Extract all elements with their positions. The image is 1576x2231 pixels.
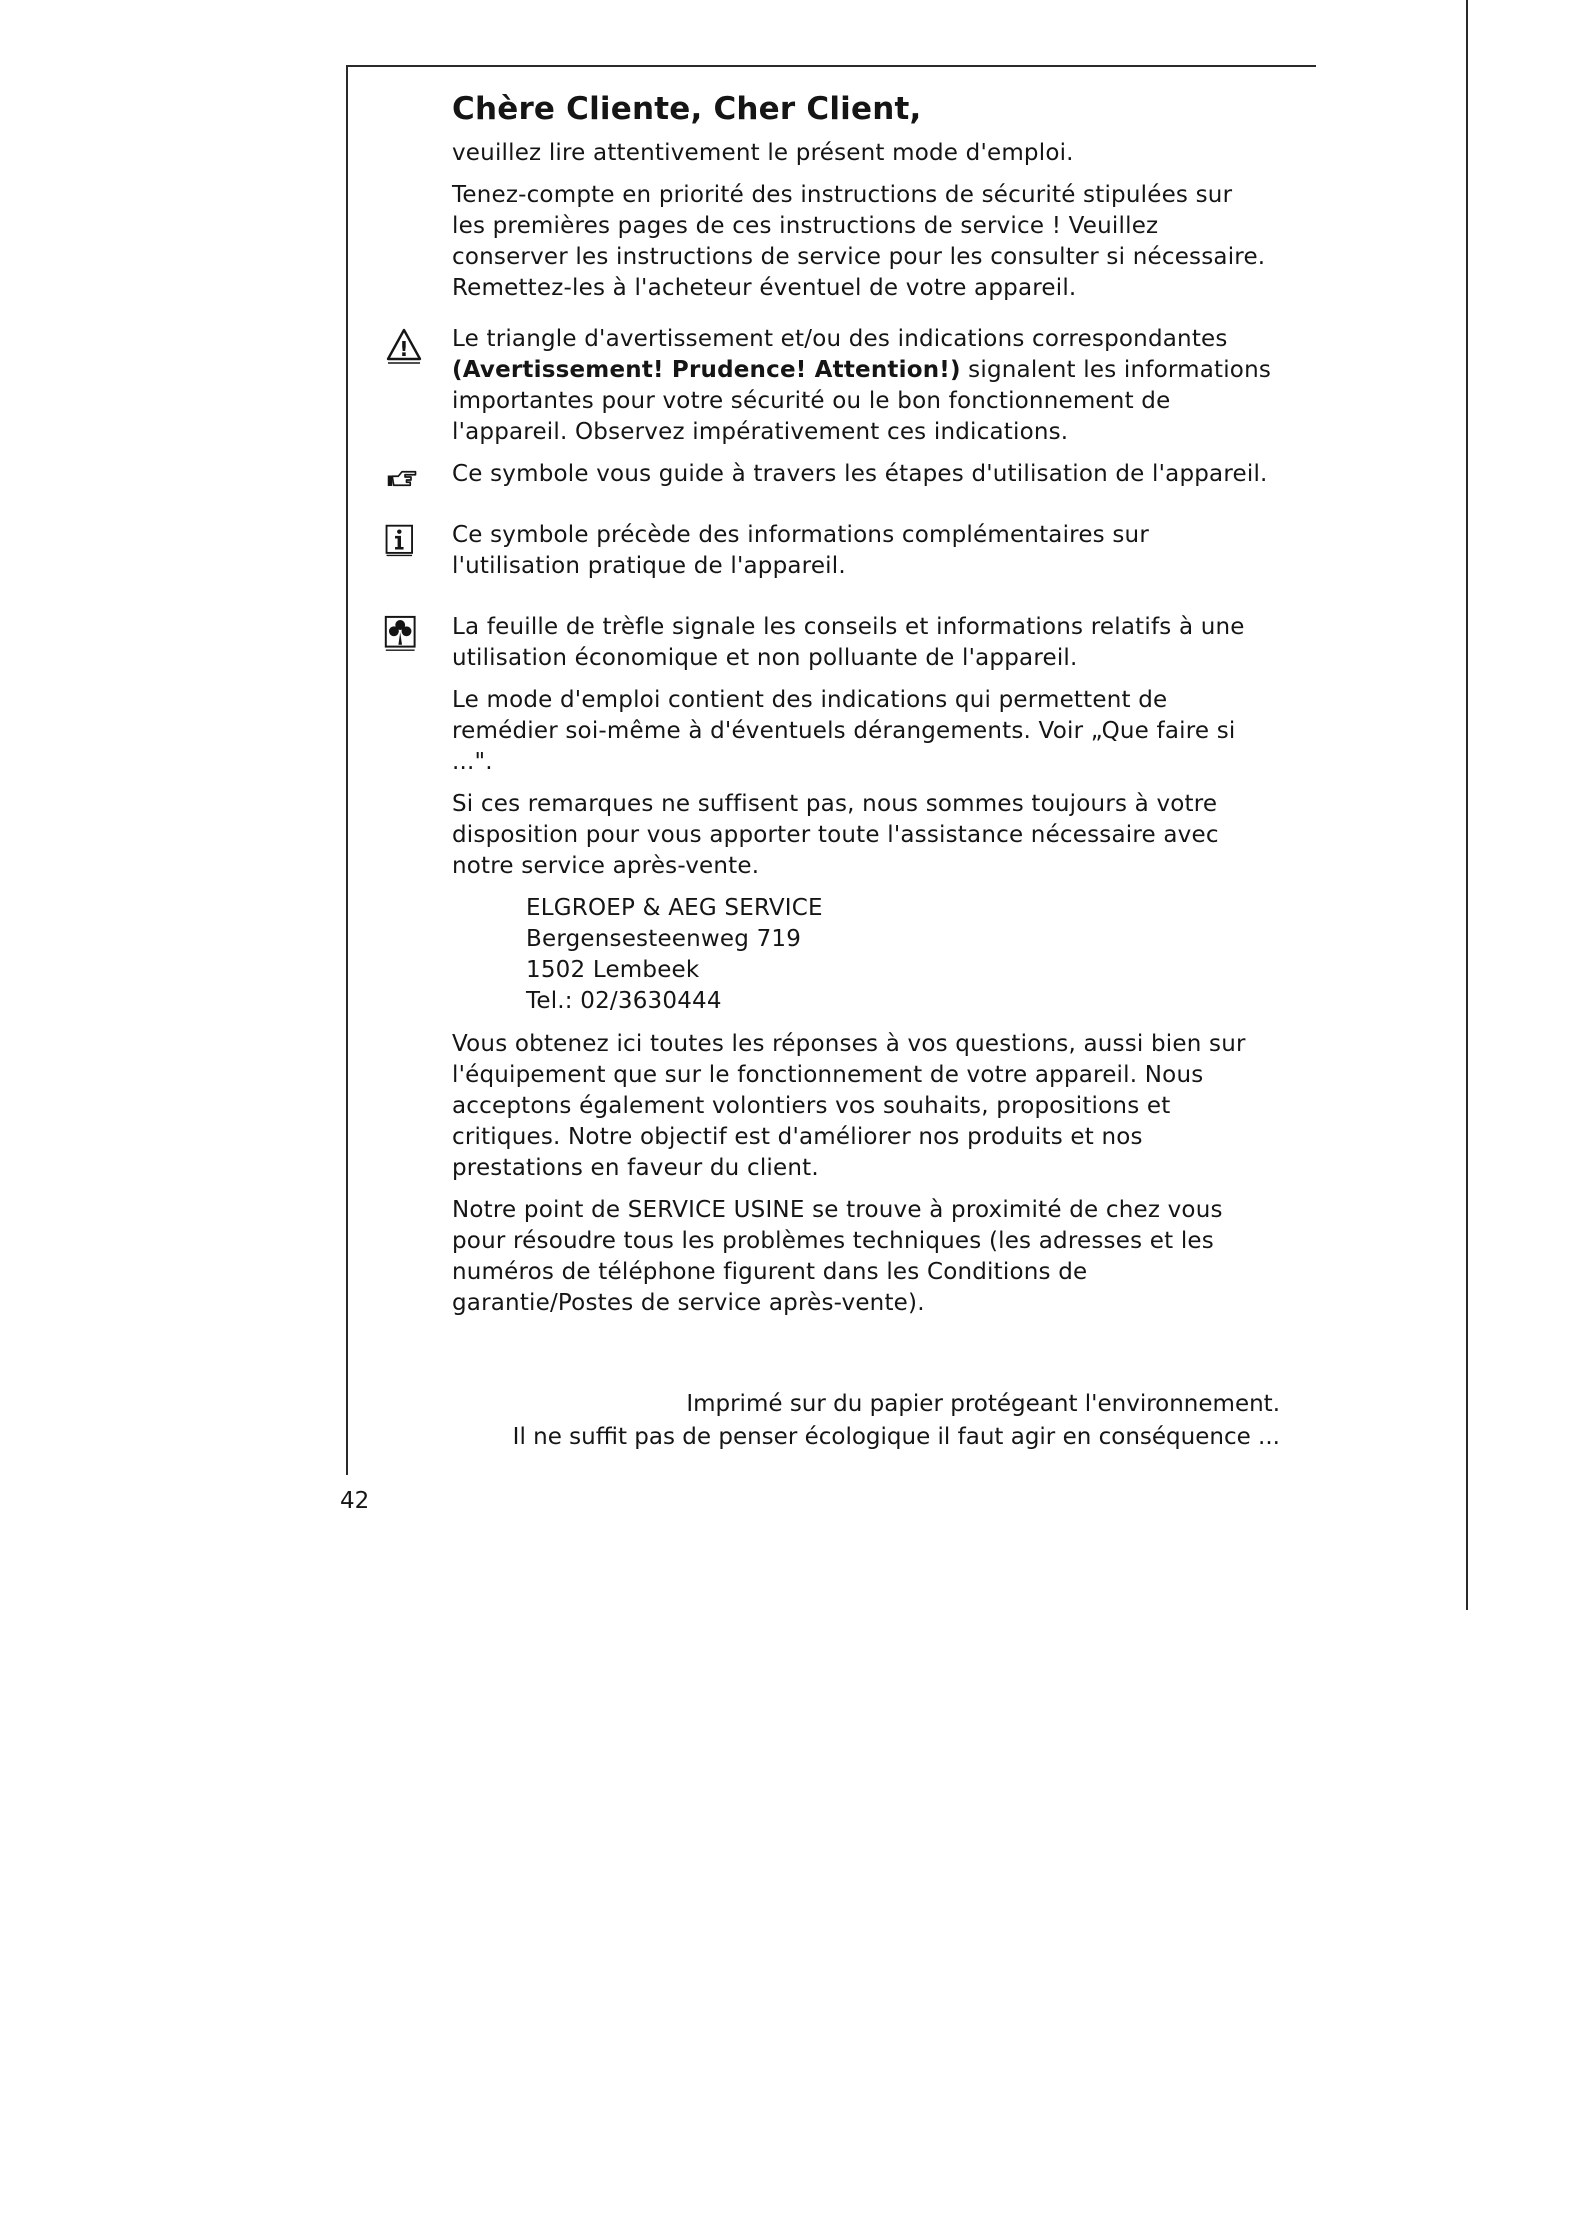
- eco-footer-line-2: Il ne suffit pas de penser écologique il faut agir en conséquence ...: [512, 1424, 1280, 1450]
- svg-text:!: !: [399, 337, 409, 361]
- info-block: [452, 520, 1272, 582]
- address-company: ELGROEP & AEG SERVICE: [526, 895, 823, 921]
- info-box-icon: [384, 522, 418, 560]
- clover-text: La feuille de trèfle signale les conseils et informations relatifs à une utilisation économique et non polluante de l'appareil.: [452, 614, 1245, 671]
- warning-text-before: Le triangle d'avertissement et/ou des indications correspondantes: [452, 326, 1228, 352]
- intro-paragraph: veuillez lire attentivement le présent mode d'emploi.: [452, 140, 1074, 166]
- page-number: 42: [340, 1488, 370, 1514]
- manual-content: [399, 90, 1272, 1330]
- hand-block: [452, 459, 1272, 490]
- safety-paragraph: Tenez-compte en priorité des instructions de sécurité stipulées sur les premières pages de ces instructions de service ! Veuillez conserver les instructions de service pour les consulter si nécessaire. Remettez-les à l'acheteur éventuel de votre appareil.: [452, 182, 1266, 301]
- info-text: Ce symbole précède des informations complémentaires sur l'utilisation pratique de l'appareil.: [452, 522, 1149, 579]
- page-right-edge: [1466, 0, 1468, 1610]
- troubleshooting-paragraph: Le mode d'emploi contient des indications qui permettent de remédier soi-même à d'éventuels dérangements. Voir „Que faire si ...".: [452, 687, 1236, 775]
- eco-footer: [380, 1388, 1280, 1454]
- factory-service-paragraph: Notre point de SERVICE USINE se trouve à proximité de chez vous pour résoudre tous les problèmes techniques (les adresses et les numéros de téléphone figurent dans les Conditions de garantie/Postes de service après-vente).: [452, 1197, 1223, 1316]
- warning-text-after: signalent les informations importantes pour votre sécurité ou le bon fonctionnement de l'appareil. Observez impérativement ces indications.: [452, 357, 1272, 445]
- frame-left-rule: [346, 65, 348, 1475]
- clover-leaf-icon: [384, 614, 420, 654]
- warning-block: [399, 324, 1272, 448]
- warning-keywords: (Avertissement! Prudence! Attention!): [452, 357, 961, 383]
- address-phone: Tel.: 02/3630444: [526, 988, 722, 1014]
- service-paragraph: Si ces remarques ne suffisent pas, nous sommes toujours à votre disposition pour vous apporter toute l'assistance nécessaire avec notre service après-vente.: [452, 791, 1219, 879]
- frame-top-rule: [348, 65, 1316, 67]
- address-street: Bergensesteenweg 719: [526, 926, 802, 952]
- pointing-hand-icon: [384, 465, 420, 495]
- service-address: [526, 893, 1272, 1017]
- clover-block: [452, 612, 1272, 674]
- hand-text: Ce symbole vous guide à travers les étapes d'utilisation de l'appareil.: [452, 461, 1268, 487]
- address-city: 1502 Lembeek: [526, 957, 700, 983]
- eco-footer-line-1: Imprimé sur du papier protégeant l'environnement.: [686, 1391, 1280, 1417]
- answers-paragraph: Vous obtenez ici toutes les réponses à vos questions, aussi bien sur l'équipement que sur le fonctionnement de votre appareil. Nous acceptons également volontiers vos souhaits, propositions et critiques. Notre objectif est d'améliorer nos produits et nos prestations en faveur du client.: [452, 1031, 1246, 1181]
- page-title: Chère Cliente, Cher Client,: [452, 91, 922, 127]
- warning-triangle-icon: [384, 326, 424, 366]
